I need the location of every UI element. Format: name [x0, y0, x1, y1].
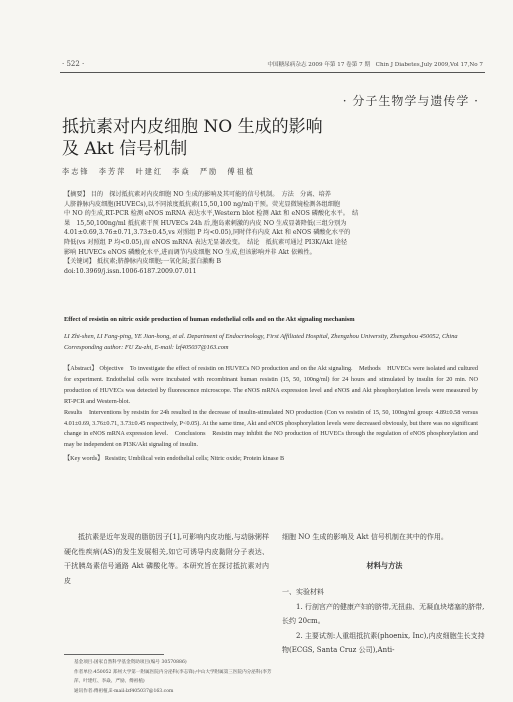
footnote: 作者单位:450052 郑州大学第一附属医院内分泌科(李志锋);中山大学附属第三医院内分泌科(李芳萍、叶建红、李焱、严励、傅祖植) [74, 669, 272, 684]
abstract-zh-line: 果 15,50,100ng/ml 抵抗素干预 HUVECs 24h 后,胞岛素刺激的内皮 NO 生成显著降低(三组分别为 [64, 219, 347, 227]
abstract-zh [64, 190, 478, 276]
methods-heading: 材料与方法 [366, 560, 403, 570]
abstract-zh-line: 【摘要】 目的 探讨抵抗素对内皮细胞 NO 生成的影响及其可能的信号机制。 方法 分离、培养 [64, 191, 331, 198]
body-item: 2. 主要试剂:人重组抵抗素(phoenix, Inc),内皮细胞生长支持物(ECGS, Santa Cruz 公司),Anti- [282, 631, 485, 654]
journal-header: 中国糖尿病杂志 2009 年第 17 卷第 7 期 Chin J Diabetes,July 2009,Vol 17,No 7 [267, 62, 483, 68]
page-number: · 522 · [62, 60, 85, 68]
abstract-zh-line: 中 NO 的生成,RT-PCR 检测 eNOS mRNA 表达水平,Western blot 检测 Akt 和 eNOS 磷酸化水平。 结 [64, 210, 359, 218]
correspondence: Corresponding author: FU Zu-zhi, E-mail: lzf405037@163.com [64, 344, 229, 351]
header-rule [60, 72, 485, 73]
footnote: 通讯作者:傅祖植,E-mail:lzf405037@163.com [74, 688, 174, 694]
title-line: 及 Akt 信号机制 [62, 139, 188, 159]
english-title: Effect of resistin on nitric oxide production of human endothelial cells and on the Akt signaling mechanism [64, 316, 355, 323]
subheading: 一、实验材料 [282, 588, 324, 596]
article-title [62, 116, 382, 160]
footnote: 基金项目:国家自然科学基金资助项目(编号 30570886) [74, 660, 187, 665]
abstract-zh-line: 人脐静脉内皮细胞(HUVECs),以不同浓度抵抗素(15,50,100 ng/ml)干预。荧光显微镜检测各组细胞 [64, 200, 341, 208]
keywords-zh: 【关键词】 抵抗素;脐静脉内皮细胞;一氧化氮;蛋白激酶 B [64, 258, 222, 266]
body-paragraph: 细胞 NO 生成的影响及 Akt 信号机制在其中的作用。 [282, 533, 448, 541]
doi: doi:10.3969/j.issn.1006-6187.2009.07.011 [64, 267, 197, 275]
abstract-zh-line: 4.01±0.69,3.76±0.71,3.73±0.45,vs 对照组 P 均<0.05),同时伴有内皮 Akt 和 eNOS 磷酸化水平的 [64, 229, 351, 237]
abstract-zh-line: 降低(vs 对照组 P 均<0.05),而 eNOS mRNA 表达无显著改变。 结论 抵抗素可通过 PI3K/Akt 途径 [64, 238, 348, 246]
footnote-rule [64, 654, 164, 655]
body-item: 1. 行剖宫产的健康产妇的脐带,无扭曲、无凝血块堵塞的脐带,长约 20cm。 [282, 602, 485, 625]
footnotes [74, 658, 274, 696]
body-right-column [282, 530, 487, 658]
abstract-zh-line: 影响 HUVECs eNOS 磷酸化水平,进而调节内皮细胞 NO 生成,但该影响并非 Akt 依赖性。 [64, 248, 316, 256]
english-authors [64, 331, 478, 353]
english-author-line: LI Zhi-shen, LI Fang-ping, YE Jian-hong, et al. Department of Endocrinology, First Affiliated Hospital, Zhengzhou University, Zhengzhou 450052, China [64, 333, 458, 340]
authors-zh: 李志锋 李芳萍 叶建红 李焱 严励 傅祖植 [62, 167, 255, 176]
title-line: 抵抗素对内皮细胞 NO 生成的影响 [62, 117, 323, 137]
body-paragraph: 抵抗素是近年发现的脂肪因子[1],可影响内皮功能,与动脉粥样硬化性疾病(AS)的发生发展相关,如它可诱导内皮黏附分子表达、干扰胰岛素信号通路 Akt 磷酸化等。本研究旨在探讨抵抗素对内皮 [64, 533, 269, 585]
english-abstract-paragraph: 【Abstract】 Objective To investigate the effect of resistin on HUVECs NO production and on the Akt signaling. Methods HUVECs were isolated and cultured for experiment. Endothelial cells were incubated with recombinant human resistin (15, 50, 100ng/ml) for 24 hours and stimulated by insulin for 20 min. NO production of HUVECs was detected by fluorescence microscope. The eNOS mRNA expression level and eNOS and Akt phosphorylation levels were measured by RT-PCR and Western-blot. [64, 365, 478, 405]
english-keywords: 【Key words】 Resistin; Umbilical vein endothelial cells; Nitric oxide; Protein kinase B [64, 455, 285, 463]
body-left-column [64, 530, 269, 588]
english-abstract [64, 364, 478, 465]
english-abstract-paragraph: Results Interventions by resistin for 24h resulted in the decrease of insulin-stimulated NO production (Con vs resistin of 15, 50, 100ng/ml group: 4.89±0.58 versus 4.01±0.69, 3.76±0.71, 3.73±0.45 respectively, P<0.05). At the same time, Akt and eNOS phosphorylation levels were decreased obviously, but there was no significant change in eNOS mRNA expression level. Conclusions Resistin may inhibit the NO production of HUVECs through the regulation of eNOS phosphorylation and may be independent on PI3K/Akt signaling of insulin. [64, 408, 478, 449]
section-tag: · 分子生物学与遗传学 · [342, 94, 479, 108]
